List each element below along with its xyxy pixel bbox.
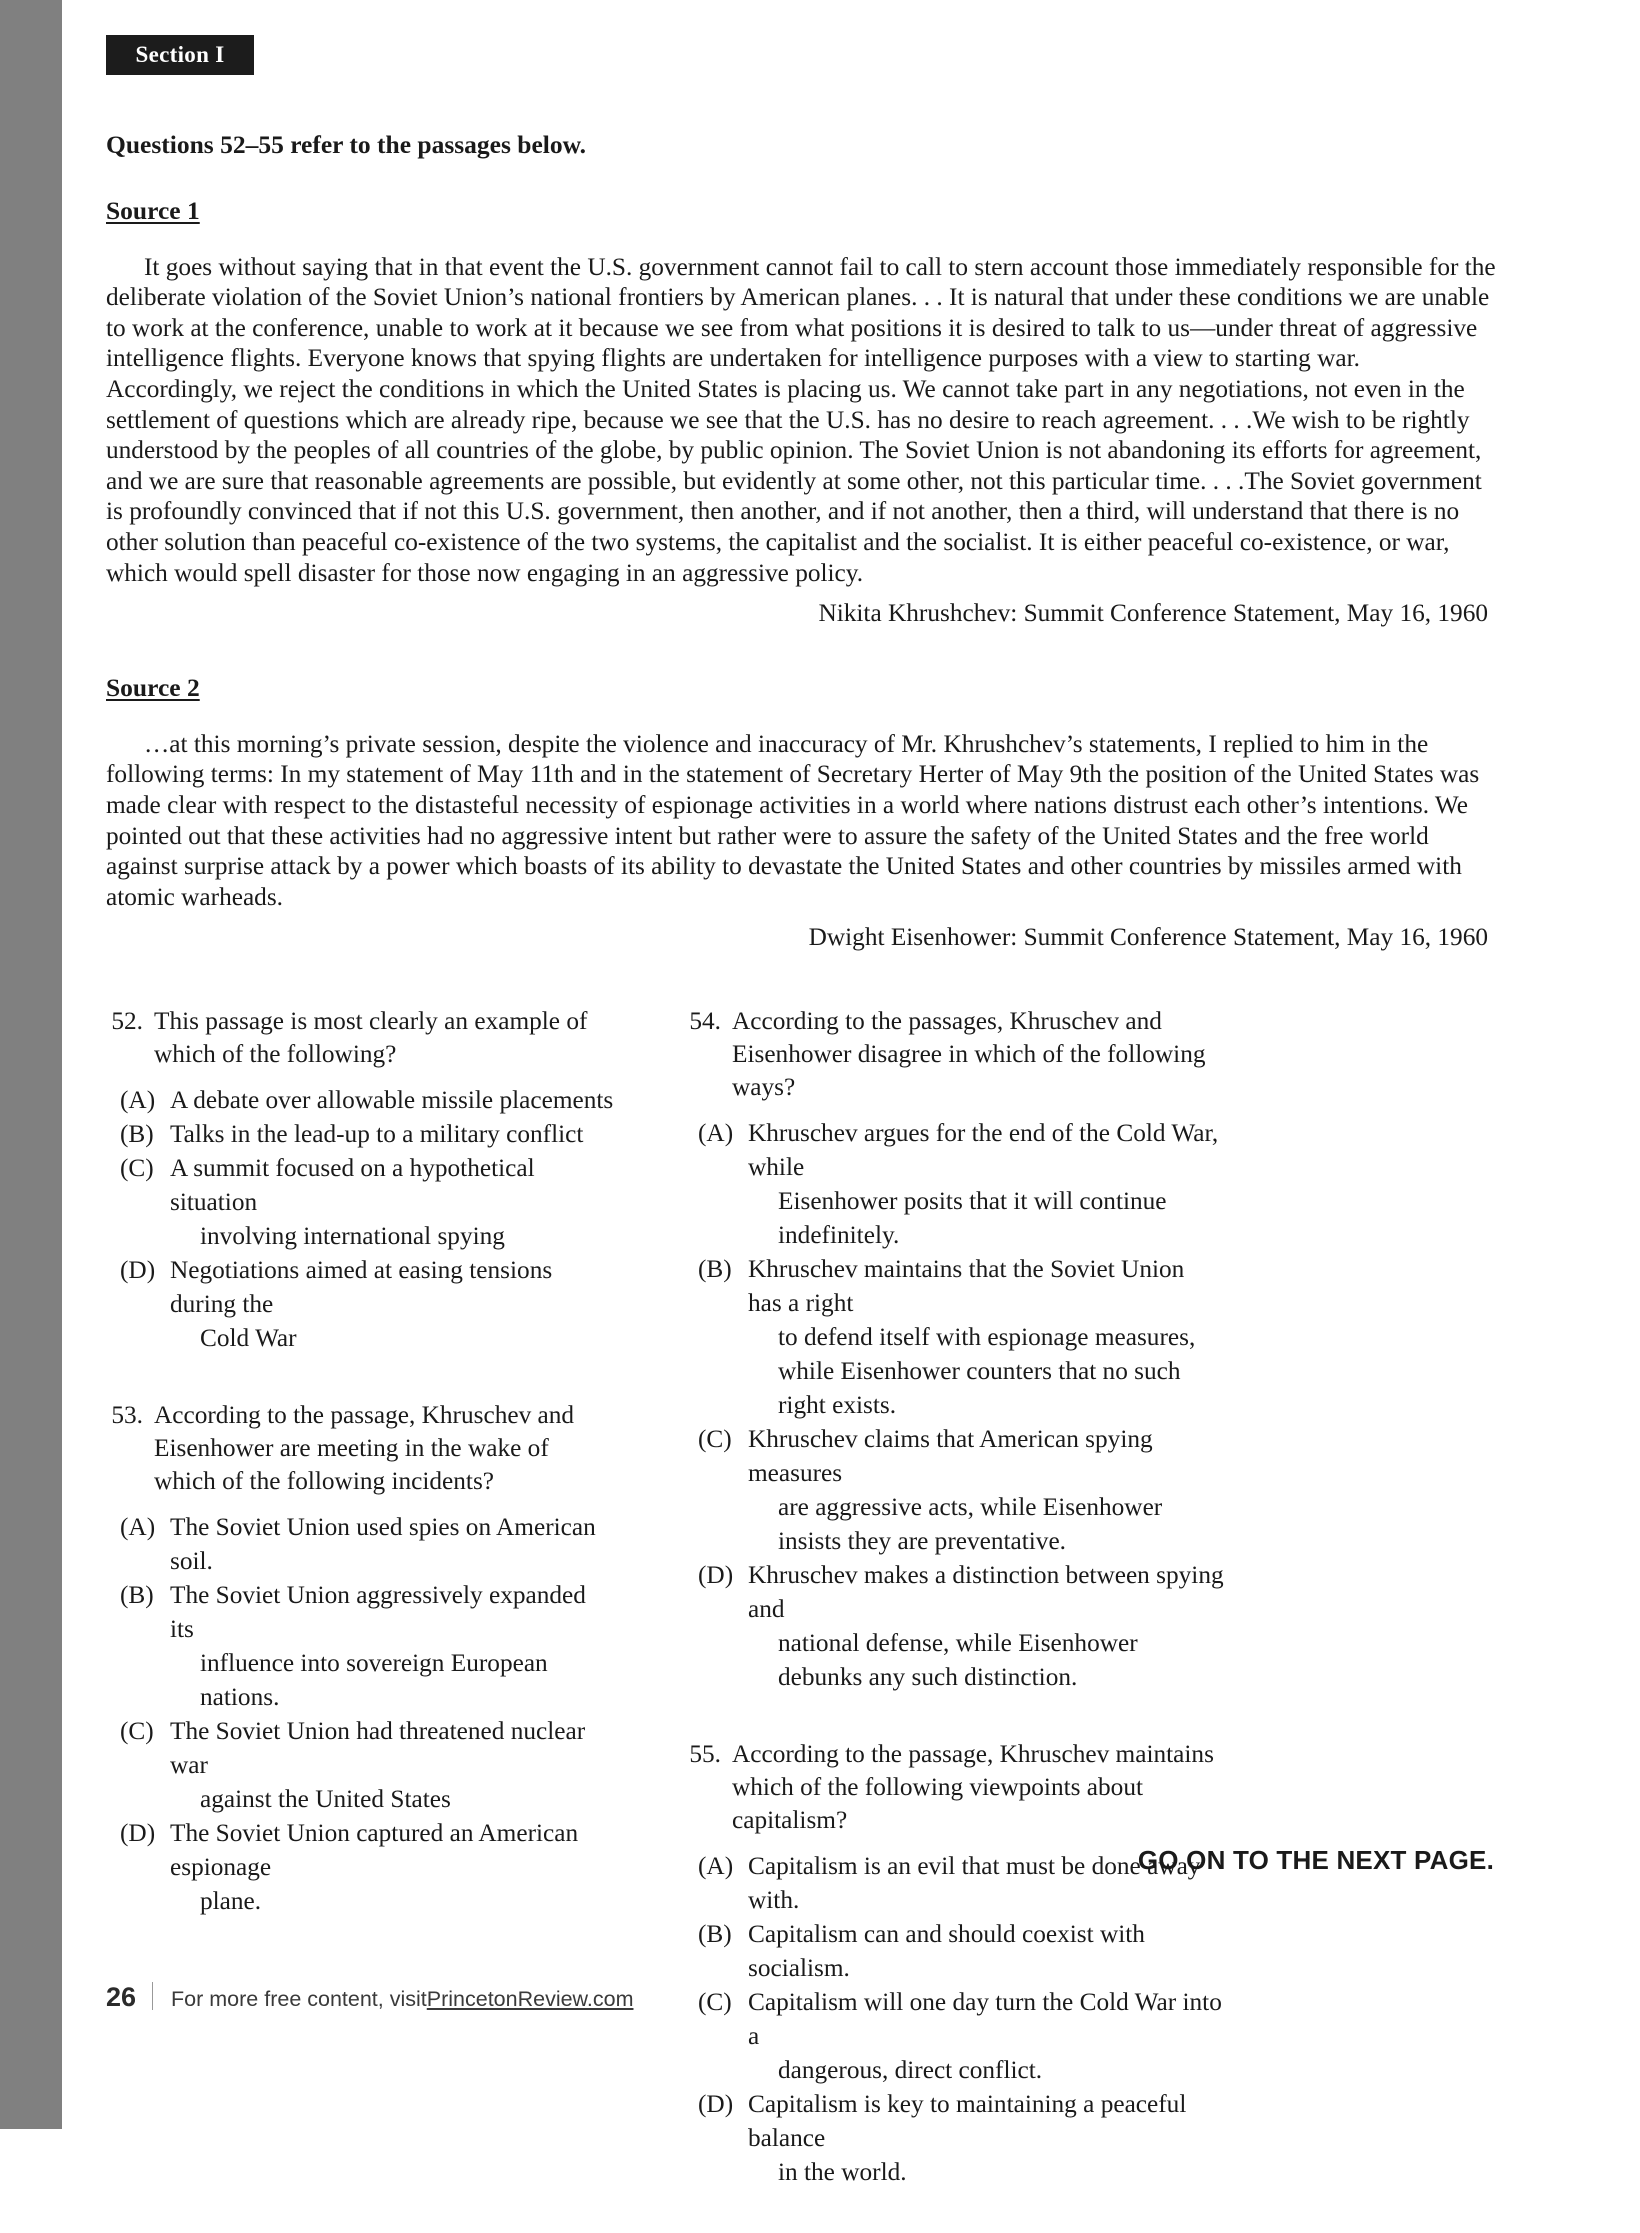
choice-letter: (C) <box>698 1988 732 2016</box>
question-54 <box>684 1005 1224 1104</box>
choices-55 <box>684 1849 1224 2189</box>
choice-letter: (A) <box>698 1119 734 1147</box>
go-on-notice: GO ON TO THE NEXT PAGE. <box>1137 1845 1494 1875</box>
choice-letter: (B) <box>120 1581 154 1609</box>
choice-line-2: plane. <box>200 1887 262 1915</box>
page-footer <box>106 1978 633 2013</box>
choice-line-1: A debate over allowable missile placements <box>170 1086 614 1114</box>
choice-letter: (D) <box>698 1561 734 1589</box>
choices-52 <box>106 1083 616 1355</box>
choice-line-2: influence into sovereign European nations. <box>200 1649 548 1711</box>
choice-line-2: national defense, while Eisenhower debunks any such distinction. <box>778 1629 1138 1691</box>
questions-column-left <box>106 1005 616 2233</box>
question-stem: According to the passages, Khruschev and Eisenhower disagree in which of the following ways? <box>732 1007 1206 1101</box>
choice-line-1: The Soviet Union captured an American espionage <box>170 1819 579 1881</box>
choice-line-1: The Soviet Union aggressively expanded its <box>170 1581 586 1643</box>
choice-letter: (A) <box>120 1086 156 1114</box>
choice-text <box>748 1558 1224 1694</box>
choice-line-1: Khruschev claims that American spying measures <box>748 1425 1153 1487</box>
choice-line-1: Khruschev makes a distinction between spying and <box>748 1561 1224 1623</box>
choices-54 <box>684 1116 1224 1694</box>
choice-text <box>748 1917 1224 1985</box>
choice-line-2: are aggressive acts, while Eisenhower insists they are preventative. <box>778 1493 1163 1555</box>
choice-option[interactable] <box>106 1816 616 1918</box>
page-body <box>62 0 1640 2186</box>
choice-line-1: Capitalism is an evil that must be done away with. <box>748 1852 1201 1914</box>
question-53 <box>106 1399 616 1498</box>
choice-line-1: The Soviet Union used spies on American soil. <box>170 1513 596 1575</box>
choice-option[interactable] <box>684 1917 1224 1985</box>
choice-text <box>170 1816 616 1918</box>
choice-option[interactable] <box>684 1558 1224 1694</box>
choice-line-2: Cold War <box>200 1324 297 1352</box>
choice-letter: (D) <box>120 1256 156 1284</box>
choice-text <box>748 1422 1224 1558</box>
source-1-attribution: Nikita Khrushchev: Summit Conference Statement, May 16, 1960 <box>818 599 1488 628</box>
choice-letter: (C) <box>120 1717 154 1745</box>
source-2-passage <box>106 729 1496 913</box>
source-1-label: Source 1 <box>106 195 200 225</box>
choice-option[interactable] <box>106 1151 616 1253</box>
source-1-passage <box>106 252 1496 589</box>
choice-line-1: The Soviet Union had threatened nuclear war <box>170 1717 586 1779</box>
choice-line-1: Negotiations aimed at easing tensions during the <box>170 1256 553 1318</box>
choice-text <box>748 2087 1224 2189</box>
choice-text <box>170 1510 616 1578</box>
choice-line-1: Capitalism is key to maintaining a peaceful balance <box>748 2090 1187 2152</box>
choice-option[interactable] <box>684 1116 1224 1252</box>
page-title: Questions 52–55 refer to the passages below. <box>106 130 587 159</box>
choice-text <box>170 1117 616 1151</box>
choice-letter: (A) <box>698 1852 734 1880</box>
choice-text <box>170 1714 616 1816</box>
choice-line-1: Capitalism can and should coexist with socialism. <box>748 1920 1145 1982</box>
choice-line-2: Eisenhower posits that it will continue indefinitely. <box>778 1187 1167 1249</box>
choice-option[interactable] <box>684 1252 1224 1422</box>
choice-line-1: A summit focused on a hypothetical situation <box>170 1154 535 1216</box>
choices-53 <box>106 1510 616 1918</box>
source-block-2 <box>106 673 1496 953</box>
choice-line-2: to defend itself with espionage measures, while Eisenhower counters that no such right exists. <box>778 1323 1196 1419</box>
choice-text <box>748 1985 1224 2087</box>
choice-option[interactable] <box>106 1714 616 1816</box>
question-stem: According to the passage, Khruschev and Eisenhower are meeting in the wake of which of the following incidents? <box>154 1401 575 1495</box>
question-number: 54. <box>689 1007 721 1035</box>
footer-divider <box>152 1982 153 2010</box>
choice-option[interactable] <box>106 1083 616 1117</box>
source-block-1 <box>106 196 1496 629</box>
source-2-label: Source 2 <box>106 672 200 702</box>
choice-line-1: Capitalism will one day turn the Cold War into a <box>748 1988 1222 2050</box>
passage-content <box>106 130 1496 953</box>
question-stem: According to the passage, Khruschev maintains which of the following viewpoints about capitalism? <box>732 1740 1214 1834</box>
choice-letter: (C) <box>120 1154 154 1182</box>
choice-letter: (B) <box>698 1255 732 1283</box>
section-tag: Section I <box>106 35 254 75</box>
footer-page-number: 26 <box>106 1982 137 2012</box>
source-2-text: …at this morning’s private session, despite the violence and inaccuracy of Mr. Khrushchev’s statements, I replied to him in the following terms: In my statement of May 11th and in the statement of Secretary Herter of May 9th the position of the United States was made clear with respect to the distasteful necessity of espionage activities in a world where nations distrust each other’s intentions. We pointed out that these activities had no aggressive intent but rather were to assure the safety of the United States and the free world against surprise attack by a power which boasts of its ability to devastate the United States and other countries by missiles armed with atomic warheads. <box>106 729 1480 911</box>
choice-letter: (B) <box>698 1920 732 1948</box>
choice-line-1: Talks in the lead-up to a military conflict <box>170 1120 584 1148</box>
choice-letter: (B) <box>120 1120 154 1148</box>
footer-url-link[interactable]: PrincetonReview.com <box>426 1987 634 2011</box>
question-number: 55. <box>689 1740 721 1768</box>
choice-text <box>170 1578 616 1714</box>
questions-area <box>106 1005 1506 2233</box>
choice-text <box>748 1252 1224 1422</box>
choice-option[interactable] <box>106 1117 616 1151</box>
question-number: 52. <box>111 1007 143 1035</box>
choice-option[interactable] <box>684 1422 1224 1558</box>
question-number: 53. <box>111 1401 143 1429</box>
choice-text <box>170 1083 616 1117</box>
page-margin-bar <box>0 0 62 2129</box>
choice-line-2: dangerous, direct conflict. <box>778 2056 1043 2084</box>
choice-option[interactable] <box>106 1510 616 1578</box>
source-1-text: It goes without saying that in that event the U.S. government cannot fail to call to stern account those immediately responsible for the deliberate violation of the Soviet Union’s national frontiers by American planes. . . It is natural that under these conditions we are unable to work at the conference, unable to work at it because we see from what positions it is desired to talk to us—under threat of aggressive intelligence flights. Everyone knows that spying flights are undertaken for intelligence purposes with a view to starting war. Accordingly, we reject the conditions in which the United States is placing us. We cannot take part in any negotiations, not even in the settlement of questions which are already ripe, because we see that the U.S. has no desire to reach agreement. . . .We wish to be rightly understood by the peoples of all countries of the globe, by public opinion. The Soviet Union is not abandoning its efforts for agreement, and we are sure that reasonable agreements are possible, but evidently at some other, not this particular time. . . .The Soviet government is profoundly convinced that if not this U.S. government, then another, and if not another, then a third, will understand that there is no other solution than peaceful co-existence of the two systems, the capitalist and the socialist. It is either peaceful co-existence, or war, which would spell disaster for those now engaging in an aggressive policy. <box>106 252 1496 587</box>
choice-letter: (A) <box>120 1513 156 1541</box>
choice-letter: (C) <box>698 1425 732 1453</box>
choice-line-2: in the world. <box>778 2158 907 2186</box>
choice-option[interactable] <box>106 1578 616 1714</box>
footer-text: For more free content, visit <box>171 1987 427 2011</box>
choice-line-2: against the United States <box>200 1785 451 1813</box>
question-55 <box>684 1738 1224 1837</box>
choice-option[interactable] <box>684 1985 1224 2087</box>
choice-text <box>170 1253 616 1355</box>
choice-line-1: Khruschev argues for the end of the Cold War, while <box>748 1119 1219 1181</box>
choice-text <box>170 1151 616 1253</box>
questions-column-right <box>684 1005 1224 2233</box>
choice-option[interactable] <box>684 2087 1224 2189</box>
choice-option[interactable] <box>106 1253 616 1355</box>
source-2-attribution: Dwight Eisenhower: Summit Conference Statement, May 16, 1960 <box>808 923 1488 952</box>
choice-letter: (D) <box>120 1819 156 1847</box>
choice-line-1: Khruschev maintains that the Soviet Union has a right <box>748 1255 1185 1317</box>
choice-text <box>748 1116 1224 1252</box>
question-stem: This passage is most clearly an example of which of the following? <box>154 1007 588 1068</box>
choice-line-2: involving international spying <box>200 1222 505 1250</box>
choice-letter: (D) <box>698 2090 734 2118</box>
question-52 <box>106 1005 616 1071</box>
